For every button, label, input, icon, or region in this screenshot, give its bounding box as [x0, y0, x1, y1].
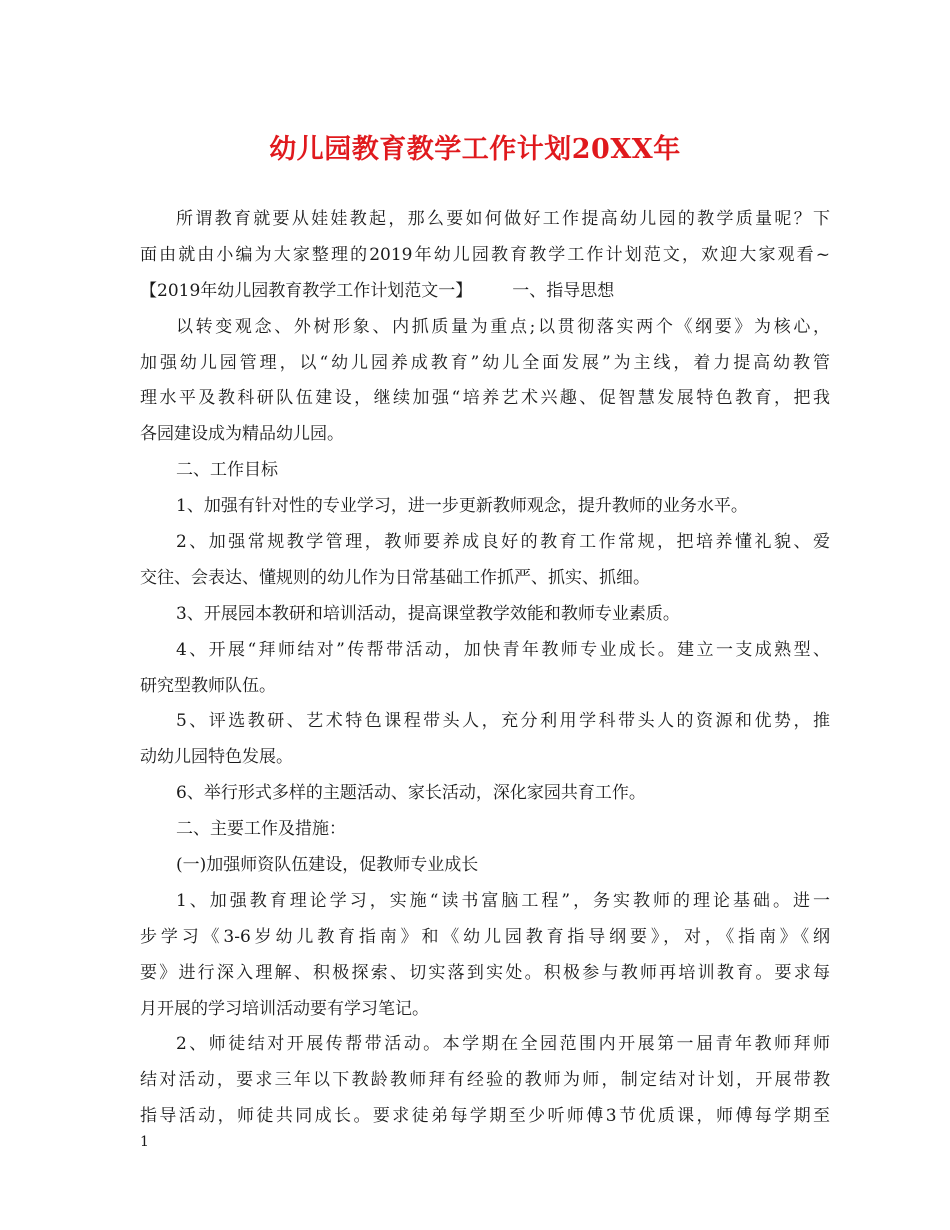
text-line: 1、加强有针对性的专业学习，进一步更新教师观念，提升教师的业务水平。	[176, 496, 748, 517]
text-line: 二、工作目标	[176, 460, 278, 481]
text-line: 月开展的学习培训活动要有学习笔记。	[140, 998, 429, 1019]
text-line: 指导活动，师徒共同成长。要求徒弟每学期至少听师傅3节优质课，师傅每学期至	[140, 1106, 830, 1127]
text-line: 2、加强常规教学管理，教师要养成良好的教育工作常规，把培养懂礼貌、爱	[176, 532, 830, 553]
page-number: 1	[140, 1134, 149, 1150]
text-line: 交往、会表达、懂规则的幼儿作为日常基础工作抓严、抓实、抓细。	[140, 567, 650, 588]
text-line: 步学习《3-6岁幼儿教育指南》和《幼儿园教育指导纲要》，对，《指南》《纲	[140, 926, 830, 947]
document-body	[140, 202, 830, 1135]
text-line: 各园建设成为精品幼儿园。	[140, 424, 344, 445]
text-line: 1、加强教育理论学习，实施“读书富脑工程”，务实教师的理论基础。进一	[176, 890, 830, 911]
text-line: 5、评选教研、艺术特色课程带头人，充分利用学科带头人的资源和优势，推	[176, 711, 830, 732]
text-line: 加强幼儿园管理，以“幼儿园养成教育”幼儿全面发展”为主线，着力提高幼教管	[140, 352, 830, 373]
text-line: 面由就由小编为大家整理的2019年幼儿园教育教学工作计划范文，欢迎大家观看~	[140, 244, 830, 265]
text-line	[140, 274, 830, 310]
text-line: (一)加强师资队伍建设，促教师专业成长	[176, 855, 479, 876]
document-title: 幼儿园教育教学工作计划20XX年	[269, 134, 681, 165]
text-line: 所谓教育就要从娃娃教起，那么要如何做好工作提高幼儿园的教学质量呢？下	[176, 209, 830, 229]
section-heading-text: 【2019年幼儿园教育教学工作计划范文一】	[140, 280, 473, 301]
text-line: 动幼儿园特色发展。	[140, 747, 293, 768]
text-line: 结对活动，要求三年以下教龄教师拜有经验的教师为师，制定结对计划，开展带教	[140, 1070, 830, 1091]
text-line: 要》进行深入理解、积极探索、切实落到实处。积极参与教师再培训教育。要求每	[140, 962, 830, 983]
text-line: 2、师徒结对开展传帮带活动。本学期在全园范围内开展第一届青年教师拜师	[176, 1034, 830, 1055]
text-line: 4、开展“拜师结对”传帮带活动，加快青年教师专业成长。建立一支成熟型、	[176, 639, 830, 660]
text-line: 以转变观念、外树形象、内抓质量为重点;以贯彻落实两个《纲要》为核心，	[176, 316, 830, 337]
section-heading-text: 一、指导思想	[512, 280, 615, 301]
text-line: 6、举行形式多样的主题活动、家长活动，深化家园共育工作。	[176, 783, 646, 804]
text-line: 二、主要工作及措施：	[176, 819, 346, 840]
text-line: 理水平及教科研队伍建设，继续加强“培养艺术兴趣、促智慧发展特色教育，把我	[140, 388, 830, 409]
text-line: 研究型教师队伍。	[140, 675, 276, 696]
text-line: 3、开展园本教研和培训活动，提高课堂教学效能和教师专业素质。	[176, 603, 680, 624]
